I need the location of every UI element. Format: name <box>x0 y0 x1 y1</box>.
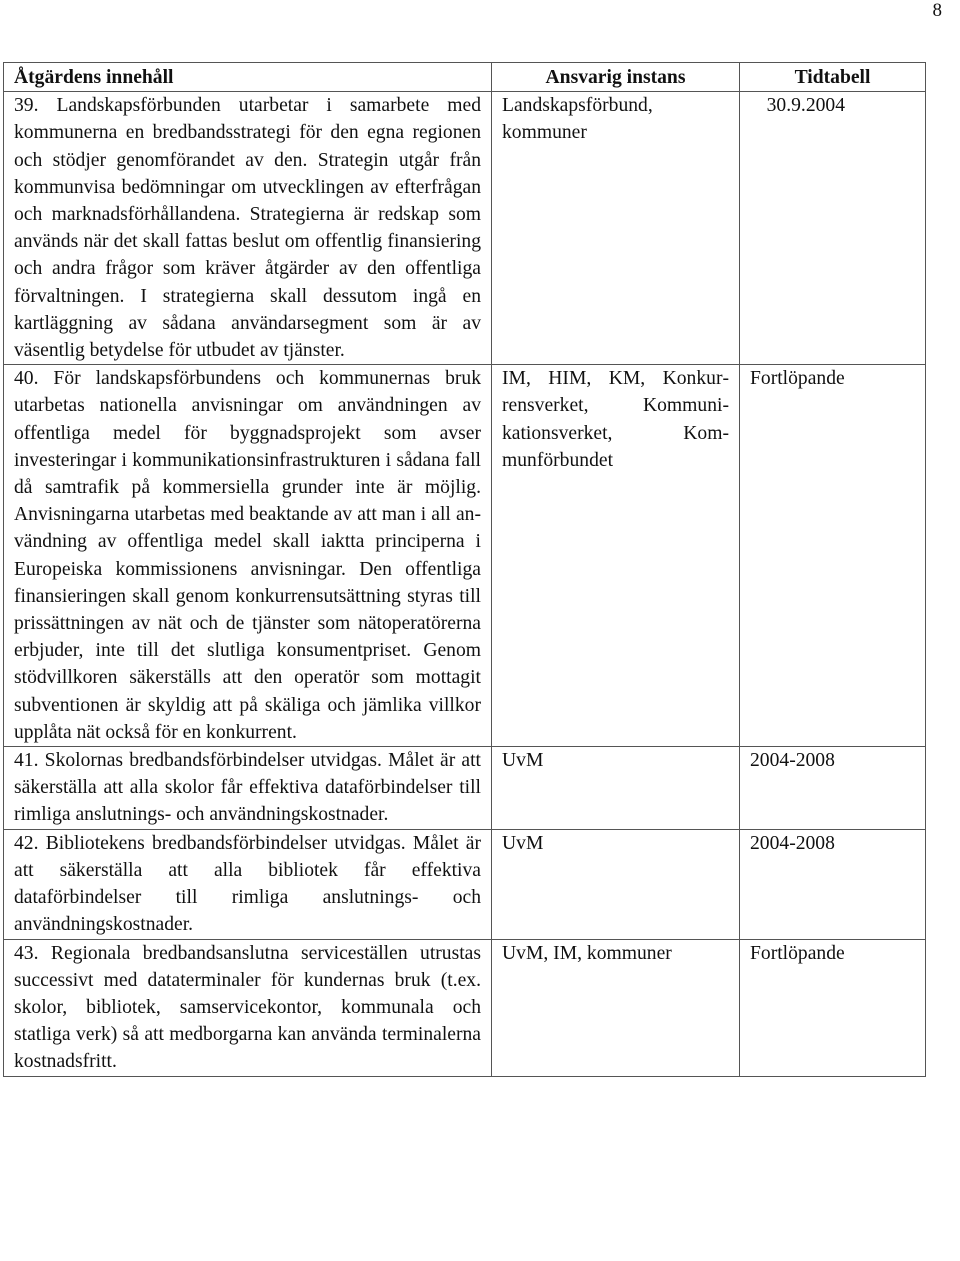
row-42-timetable: 2004-2008 <box>740 829 926 939</box>
row-43-action: 43. Regionala bredbandsanslutna serviceställen utrustas successivt med dataterminaler för kundernas bruk (t.ex. skolor, bibliotek, samservicekontor, kommunala och statliga verk) så att medborgarna kan använda terminalerna kostnadsfritt. <box>4 939 492 1076</box>
table-row <box>4 939 926 1076</box>
header-responsible: Ansvarig instans <box>492 63 740 92</box>
row-43-responsible: UvM, IM, kommuner <box>492 939 740 1076</box>
row-40-action: 40. För landskapsförbundens och kommunernas bruk utarbetas nationella anvisningar om användningen av offentliga medel för byggnadsprojekt som avser investeringar i kommunikationsinfrastrukturen i sådana fall då samtrafik på kommersiella grunder inte är möjlig. Anvisningarna utarbetas med beaktande av att man i all användning av offentliga medel skall iaktta principerna i Europeiska kommissionens anvisningar. Den offentliga finansieringen skall genom konkurrensutsättning styras till prissättningen av nät och de tjänster som nätoperatörerna erbjuder, inte till det slutliga konsumentpriset. Genom stödvillkoren säkerställs att den operatör som mottagit subventionen är skyldig att på skäliga och jämlika villkor upplåta nät också för en konkurrent. <box>4 365 492 747</box>
row-39-action: 39. Landskapsförbunden utarbetar i samarbete med kommunerna en bredbandsstrategi för den egna regionen och stödjer genomförandet av den. Strategin utgår från kommunvisa bedömningar om utvecklingen av efterfrågan och marknadsförhållandena. Strategierna är redskap som används när det skall fattas beslut om offentlig finansiering och andra frågor som kräver åtgärder av den offentliga förvaltningen. I strategierna skall dessutom ingå en kartläggning av sådana användarsegment som är av väsentlig betydelse för utbudet av tjänster. <box>4 92 492 365</box>
row-41-timetable: 2004-2008 <box>740 747 926 830</box>
row-42-action: 42. Bibliotekens bredbandsförbindelser utvidgas. Målet är att säkerställa att alla bibliotek får effektiva dataförbindelser till rimliga anslutnings- och användningskostnader. <box>4 829 492 939</box>
row-42-responsible: UvM <box>492 829 740 939</box>
row-41-action: 41. Skolornas bredbandsförbindelser utvidgas. Målet är att säkerställa att alla skolor får effektiva dataförbindelser till rimliga anslutnings- och användningskostnader. <box>4 747 492 830</box>
row-41-responsible: UvM <box>492 747 740 830</box>
table-row <box>4 747 926 830</box>
row-40-timetable: Fortlöpande <box>740 365 926 747</box>
header-timetable: Tidtabell <box>740 63 926 92</box>
table-header-row <box>4 63 926 92</box>
row-39-timetable: 30.9.2004 <box>740 92 926 365</box>
action-table <box>3 62 926 1077</box>
page-number: 8 <box>932 0 942 21</box>
row-40-responsible: IM, HIM, KM, Konkurrensverket, Kommunikationsverket, Kommunförbundet <box>492 365 740 747</box>
table-row <box>4 365 926 747</box>
row-43-timetable: Fortlöpande <box>740 939 926 1076</box>
table-row <box>4 92 926 365</box>
row-39-responsible: Landskapsförbund, kommuner <box>492 92 740 365</box>
table-row <box>4 829 926 939</box>
header-action: Åtgärdens innehåll <box>4 63 492 92</box>
